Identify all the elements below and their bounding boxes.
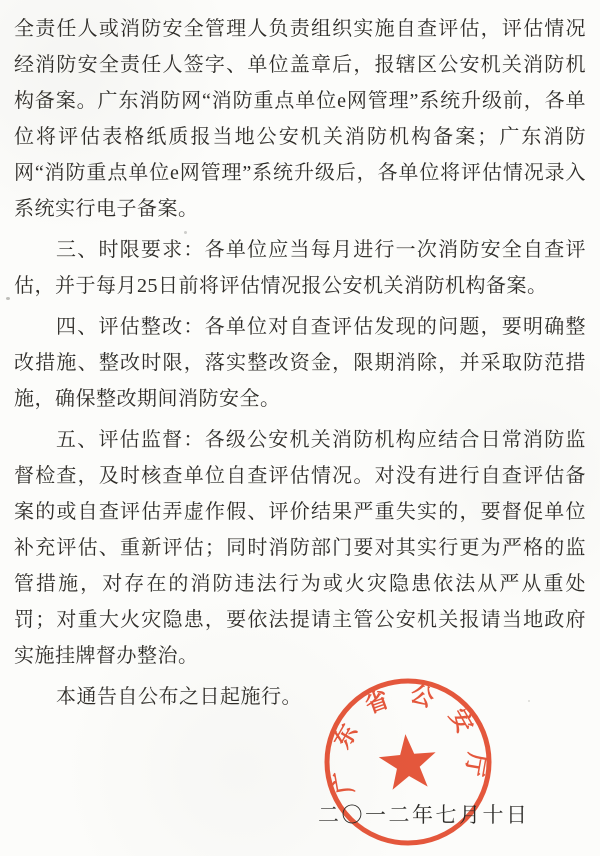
paragraph-item-5-supervision: 五、评估监督：各级公安机关消防机构应结合日常消防监督检查，及时核查单位自查评估情况。对没有进行自查评估备案的或自查评估弄虚作假、评价结果严重失实的，要督促单位补充评估、重新评估；同时消防部门要对其实行更为严格的监管措施，对存在的消防违法行为或火灾隐患依法从严从重处罚；对重大火灾隐患，要依法提请主管公安机关报请当地政府实施挂牌督办整治。: [14, 429, 586, 667]
seal-organization-text: 广东省公安厅: [326, 680, 490, 796]
paragraph-item-3-time-limit: 三、时限要求：各单位应当每月进行一次消防安全自查评估，并于每月25日前将评估情况报公安机关消防机构备案。: [14, 239, 586, 297]
scan-speck: [561, 472, 563, 474]
paragraph-continuation-filing-requirements: 全责任人或消防安全管理人负责组织实施自查评估，评估情况经消防安全责任人签字、单位盖章后，报辖区公安机关消防机构备案。广东消防网“消防重点单位e网管理”系统升级前，各单位将评估表格纸质报当地公安机关消防机构备案；广东消防网“消防重点单位e网管理”系统升级后，各单位将评估情况录入系统实行电子备案。: [14, 18, 586, 220]
scan-speck: [184, 231, 187, 234]
notice-body-text: [14, 11, 586, 715]
paragraph-item-4-rectification: 四、评估整改：各单位对自查评估发现的问题，要明确整改措施、整改时限，落实整改资金，限期消除，并采取防范措施，确保整改期间消防安全。: [14, 316, 586, 410]
svg-text:广东省公安厅: [326, 681, 490, 796]
seal-star-icon: [377, 732, 439, 791]
document-date: 二〇一二年七月十日: [318, 803, 530, 827]
paragraph-effective-date-clause: 本通告自公布之日起施行。: [56, 686, 302, 708]
scan-speck: [528, 700, 530, 702]
scan-speck: [6, 297, 10, 300]
